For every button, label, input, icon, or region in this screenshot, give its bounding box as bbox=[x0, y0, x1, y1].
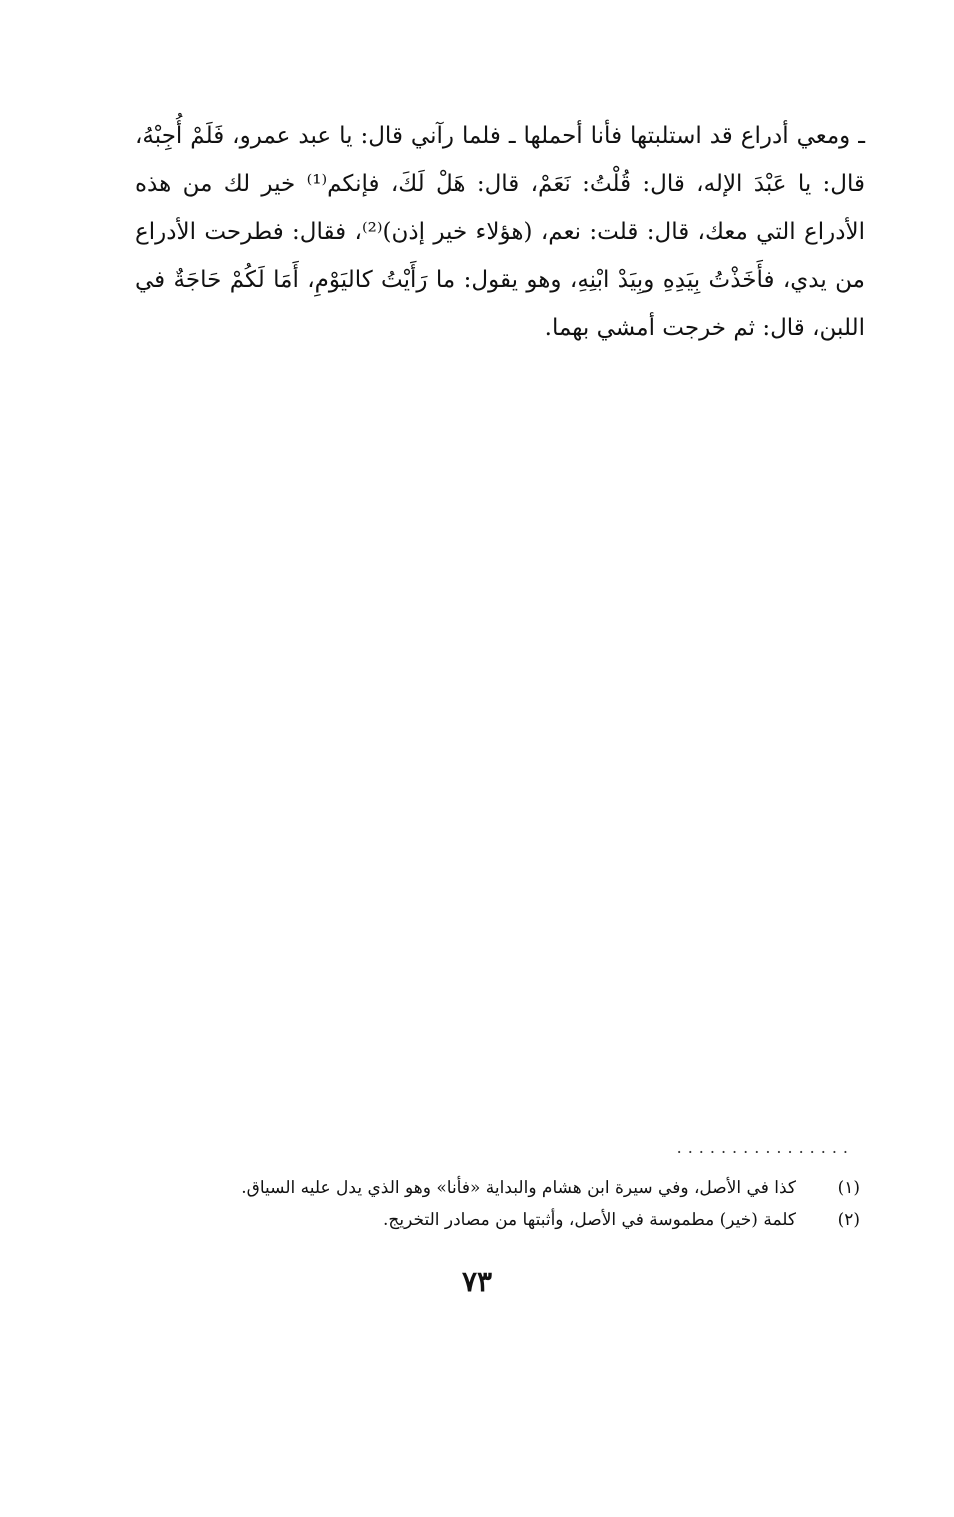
footnote-2 bbox=[130, 1204, 860, 1236]
footnote-number: (١) bbox=[837, 1178, 860, 1198]
main-paragraph: ـ ومعي أدراع قد استلبتها فأنا أحملها ـ فلما رآني قال: يا عبد عمرو، فَلَمْ أُجِبْهُ، قال: يا عَبْدَ الإله، قال: قُلْتُ: نَعَمْ، قال: هَلْ لَكَ، فإنكم⁽¹⁾ خير لك من هذه الأدراع التي معك، قال: قلت: نعم، (هؤلاء خير إذن)⁽²⁾، فقال: فطرحت الأدراع من يدي، فأَخَذْتُ بِيَدِهِ وبِيَدْ ابْنِهِ، وهو يقول: ما رَأَيْتُ كاليَوْمِ، أَمَا لَكُمْ حَاجَةٌ في اللبن، قال: ثم خرجت أمشي بهما. bbox=[135, 123, 865, 341]
footnote-separator: ................ bbox=[676, 1142, 854, 1154]
footnote-text: كلمة (خير) مطموسة في الأصل، وأثبتها من مصادر التخريج. bbox=[383, 1210, 796, 1230]
footnote-text: كذا في الأصل، وفي سيرة ابن هشام والبداية «فأنا» وهو الذي يدل عليه السياق. bbox=[241, 1178, 796, 1198]
footnotes-section bbox=[130, 1172, 860, 1236]
footnote-number: (٢) bbox=[837, 1210, 860, 1230]
main-text-block bbox=[135, 112, 865, 352]
footnote-1 bbox=[130, 1172, 860, 1204]
page-number: ٧٣ bbox=[461, 1265, 493, 1298]
